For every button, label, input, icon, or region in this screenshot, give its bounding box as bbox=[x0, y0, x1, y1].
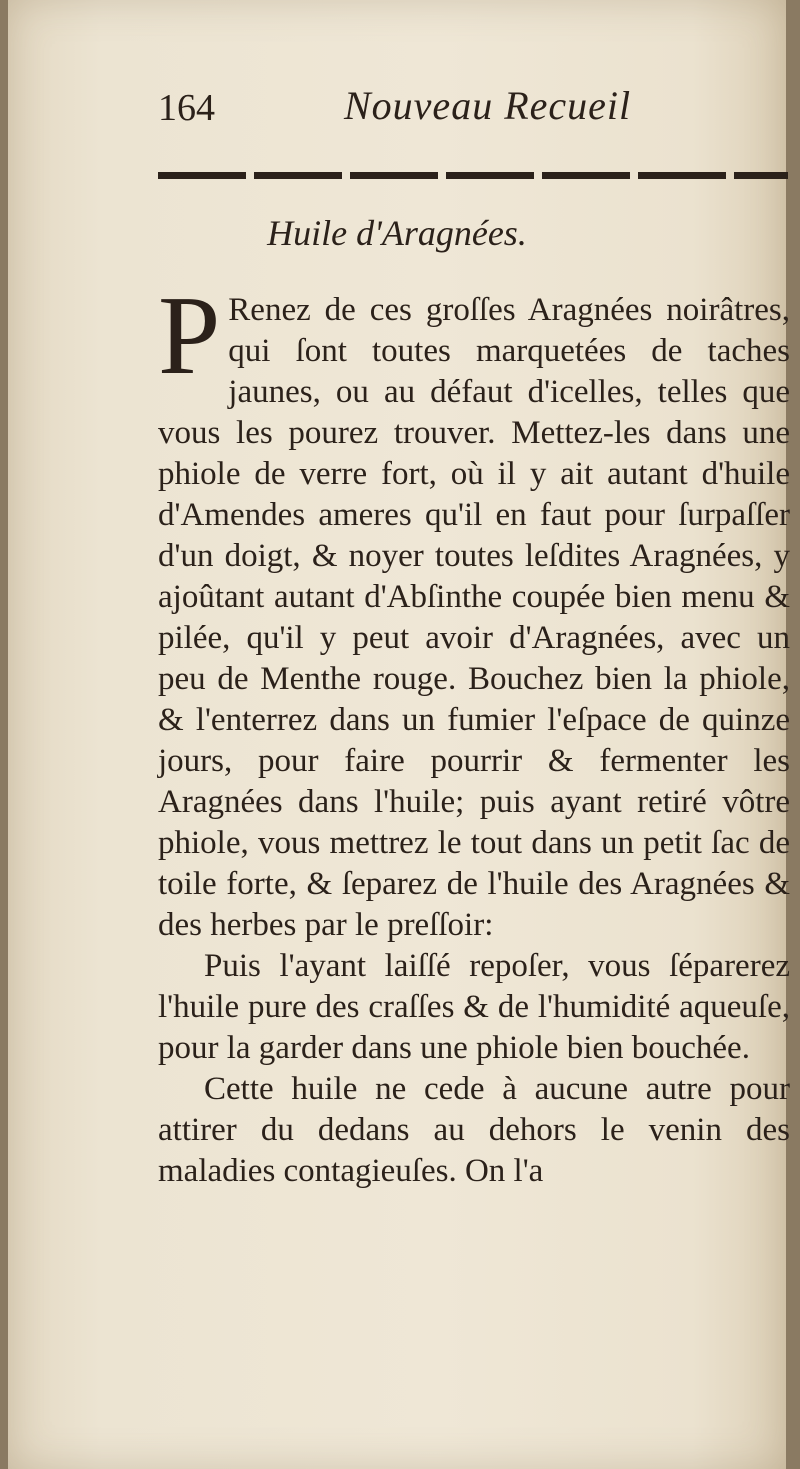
paragraph-3: Cette huile ne cede à aucune autre pour attirer du dedans au dehors le venin des maladies contagieuſes. On l'a bbox=[158, 1071, 790, 1189]
paragraph-1: PRenez de ces groſſes Aragnées noirâtres, qui ſont toutes marquetées de taches jaunes, ou au défaut d'icelles, telles que vous les pourez trouver. Mettez-les dans une phiole de verre fort, où il y ait autant d'huile d'Amendes ameres qu'il en faut pour ſurpaſſer d'un doigt, & noyer toutes leſdites Aragnées, y ajoûtant autant d'Abſinthe coupée bien menu & pilée, qu'il y peut avoir d'Aragnées, avec un peu de Menthe rouge. Bouchez bien la phiole, & l'enterrez dans un fumier l'eſpace de quinze jours, pour faire pourrir & fermenter les Aragnées dans l'huile; puis ayant retiré vôtre phiole, vous mettrez le tout dans un petit ſac de toile forte, & ſeparez de l'huile des Aragnées & des herbes par le preſſoir: bbox=[158, 274, 790, 943]
page-number: 164 bbox=[158, 87, 215, 129]
section-title: Huile d'Aragnées. bbox=[267, 213, 527, 253]
paragraph-2: Puis l'ayant laiſſé repoſer, vous ſéparerez l'huile pure des craſſes & de l'humidité aqueuſe, pour la garder dans une phiole bien bouchée. bbox=[158, 948, 790, 1066]
body-text bbox=[158, 274, 790, 1192]
running-head bbox=[158, 78, 768, 128]
book-page bbox=[8, 0, 790, 1469]
running-title: Nouveau Recueil bbox=[344, 83, 632, 128]
header-rule bbox=[158, 172, 788, 179]
